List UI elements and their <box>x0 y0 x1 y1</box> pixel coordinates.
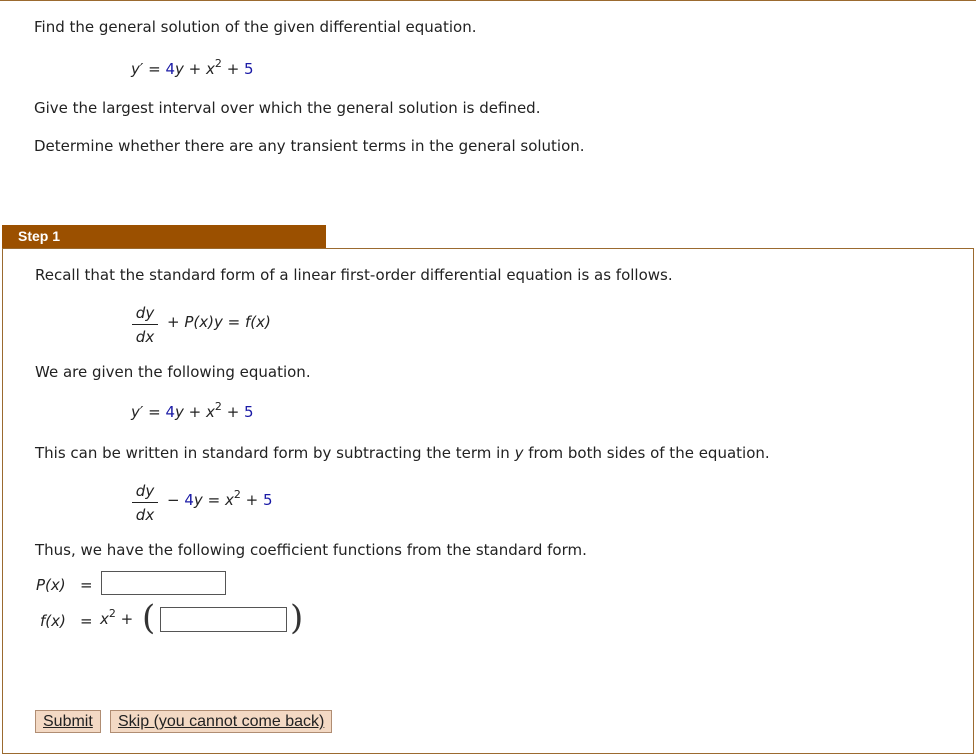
submit-button[interactable]: Submit <box>35 710 101 733</box>
p-label: P(x) <box>36 576 66 594</box>
problem-equation: $y' = 4y + x^2 + 5$ <box>131 57 254 78</box>
top-border <box>0 0 976 1</box>
recall-text: Recall that the standard form of a linear first-order differential equation is as follows. <box>35 266 673 284</box>
p-answer-input[interactable] <box>101 571 226 595</box>
rewritten-fraction: $\frac{dy}{dx}$ <box>132 482 158 524</box>
transient-prompt: Determine whether there are any transient terms in the general solution. <box>34 137 585 155</box>
rewritten-rest: − $4y = x^2 + 5$ <box>167 488 273 509</box>
coefficient-text: Thus, we have the following coefficient functions from the standard form. <box>35 541 587 559</box>
right-paren: ) <box>290 598 304 638</box>
given-equation: $y' = 4y + x^2 + 5$ <box>131 400 254 421</box>
f-label: f(x) <box>40 612 66 630</box>
f-answer-input[interactable] <box>160 607 287 632</box>
skip-button[interactable]: Skip (you cannot come back) <box>110 710 332 733</box>
interval-prompt: Give the largest interval over which the general solution is defined. <box>34 99 541 117</box>
p-equals: = <box>80 576 93 594</box>
f-expression: $x^2$ + <box>100 607 134 628</box>
standard-form-fraction: $\frac{dy}{dx}$ <box>132 304 158 346</box>
f-equals: = <box>80 612 93 630</box>
rewrite-text: This can be written in standard form by subtracting the term in y from both sides of the equation. <box>35 444 770 462</box>
given-text: We are given the following equation. <box>35 363 311 381</box>
step-1-tab: Step 1 <box>2 225 326 248</box>
problem-instruction: Find the general solution of the given differential equation. <box>34 18 477 36</box>
standard-form-rest: + P(x)y = f(x) <box>167 313 271 331</box>
left-paren: ( <box>142 598 156 638</box>
